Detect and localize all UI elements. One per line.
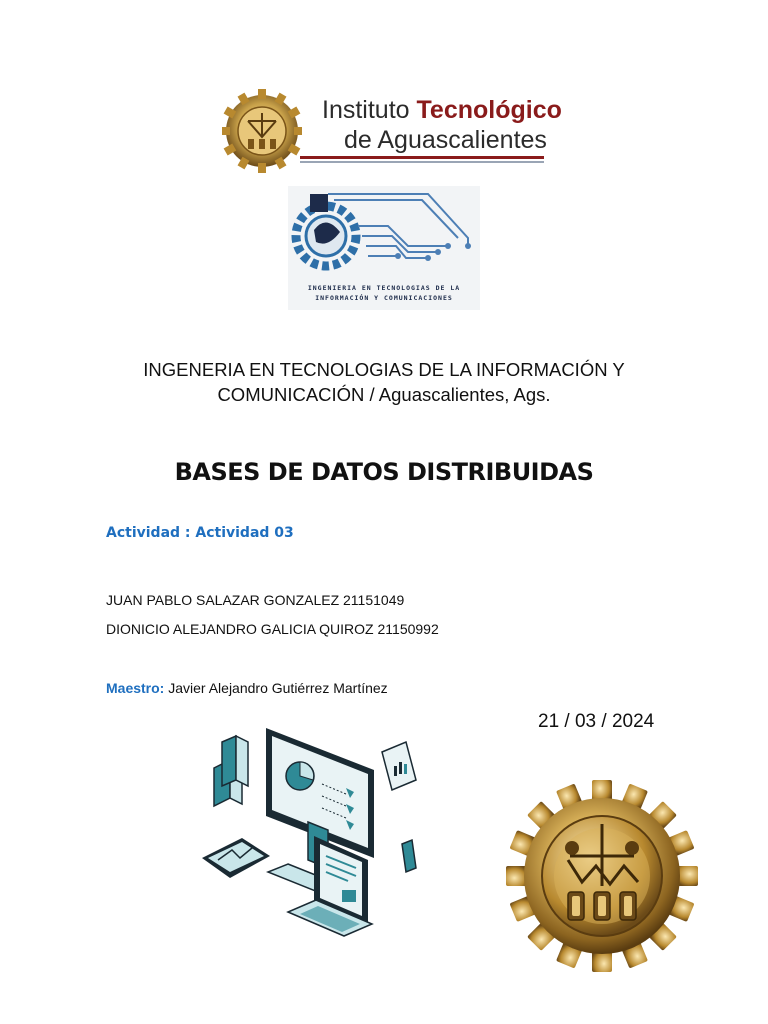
career-title	[60, 357, 708, 407]
chart-card-icon	[382, 742, 416, 790]
isometric-computer-icon	[196, 718, 426, 952]
subject-title: BASES DE DATOS DISTRIBUIDAS	[174, 458, 594, 486]
career-logo-caption-line2: INFORMACIÓN Y COMUNICACIONES	[315, 294, 453, 302]
institute-seal	[506, 780, 698, 972]
document-date: 21 / 03 / 2024	[538, 711, 655, 732]
gear-seal-icon	[222, 86, 302, 176]
student-entry: JUAN PABLO SALAZAR GONZALEZ 21151049	[106, 592, 405, 608]
data-cylinder-icon	[402, 840, 416, 872]
institute-divider-secondary	[300, 161, 544, 163]
student-entry: DIONICIO ALEJANDRO GALICIA QUIROZ 21150992	[106, 621, 439, 637]
computer-illustration	[196, 718, 426, 952]
institute-name-line1	[322, 96, 562, 125]
institute-name-line2: de Aguascalientes	[344, 126, 547, 154]
teacher-line	[106, 680, 388, 696]
career-logo-caption-line1: INGENIERIA EN TECNOLOGIAS DE LA	[307, 284, 461, 292]
circuit-gear-logo-icon	[288, 186, 480, 310]
career-title-line2: COMUNICACIÓN / Aguascalientes, Ags.	[217, 384, 551, 405]
tablet-icon	[202, 838, 270, 878]
activity-label: Actividad : Actividad 03	[106, 525, 294, 541]
teacher-name: Javier Alejandro Gutiérrez Martínez	[164, 680, 388, 696]
institute-word-instituto: Instituto	[322, 96, 410, 124]
gold-gear-seal-icon	[506, 780, 698, 972]
institute-word-tecnologico: Tecnológico	[416, 96, 562, 124]
career-title-line1: INGENERIA EN TECNOLOGIAS DE LA INFORMACIÓN Y	[143, 359, 625, 380]
teacher-label: Maestro:	[106, 680, 165, 696]
institute-divider	[300, 156, 544, 159]
career-logo	[288, 186, 480, 310]
bar-chart-block-icon	[214, 736, 248, 806]
